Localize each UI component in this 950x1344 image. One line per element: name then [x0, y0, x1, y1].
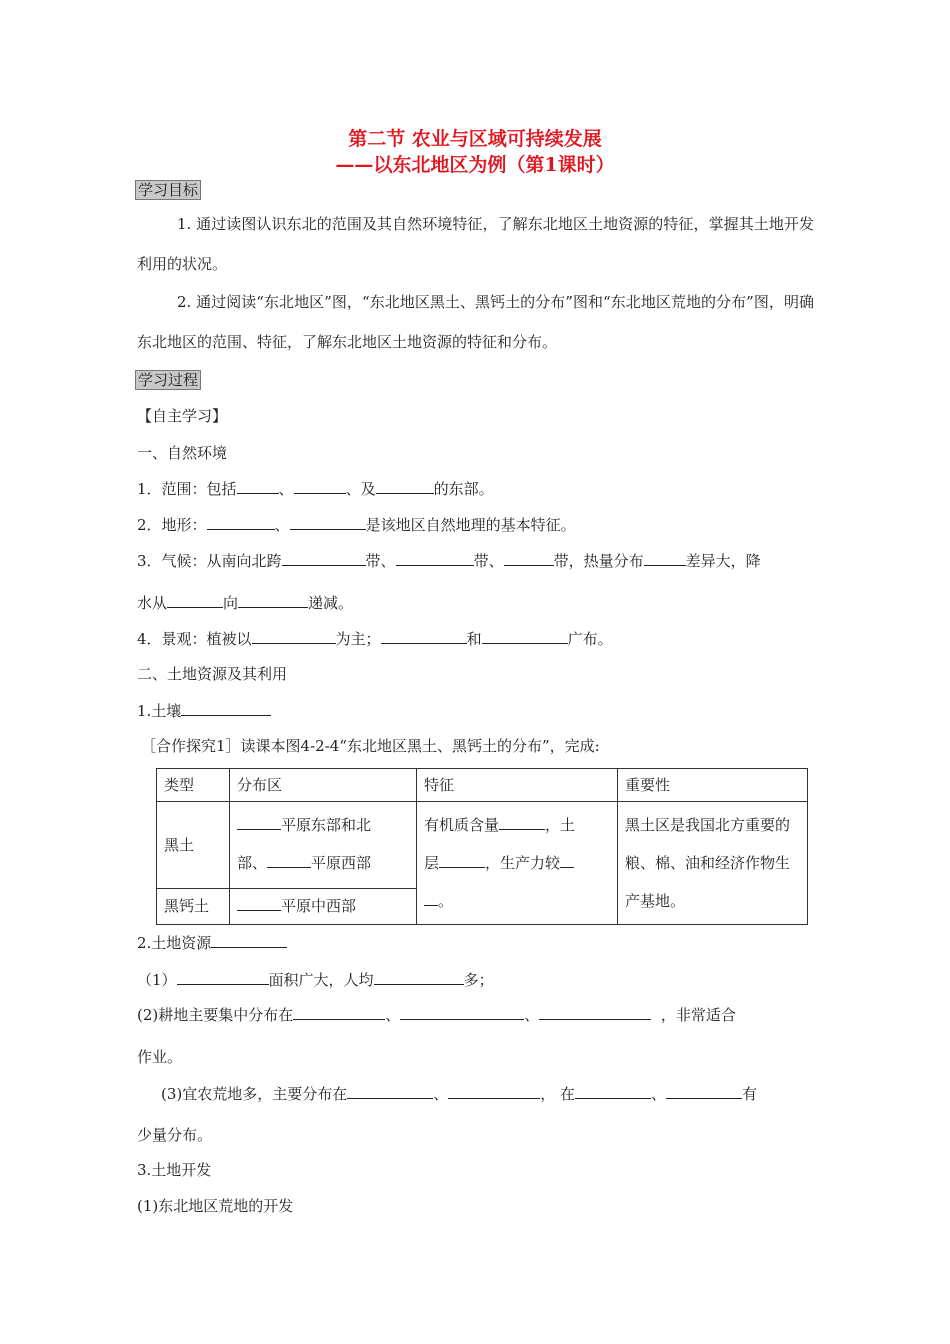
land-development-heading: 3.土地开发 — [137, 1161, 212, 1179]
question-climate-cont: 水从 向 递减。 — [137, 594, 354, 612]
header-importance: 重要性 — [618, 769, 808, 802]
row2-distribution: 平原中西部 — [230, 889, 417, 925]
land-point-3-cont: 少量分布。 — [137, 1126, 213, 1144]
cooperative-inquiry: ［合作探究1］读课本图4-2-4“东北地区黑土、黑钙土的分布”，完成: — [141, 737, 600, 755]
land-point-3: (3)宜农荒地多，主要分布在 、 ， 在 、 有 — [161, 1085, 758, 1103]
land-point-1: （1） 面积广大，人均 多； — [137, 971, 494, 989]
row1-distribution: 平原东部和北 部、 平原西部 — [230, 802, 417, 889]
section-land-resources: 二、土地资源及其利用 — [137, 665, 288, 683]
table-header-row — [157, 769, 808, 802]
self-study-heading: 【自主学习】 — [137, 407, 228, 425]
importance-cell: 黑土区是我国北方重要的粮、棉、油和经济作物生产基地。 — [618, 802, 808, 925]
table-row — [157, 802, 808, 889]
soil-table — [156, 768, 808, 925]
soil-heading: 1.土壤 — [137, 700, 271, 721]
objective-1: 1. 通过读图认识东北的范围及其自然环境特征，了解东北地区土地资源的特征，掌握其土地开发利用的状况。 — [137, 215, 814, 273]
land-resources-heading: 2.土地资源 — [137, 932, 287, 953]
objectives-label: 学习目标 — [135, 180, 201, 200]
row2-type: 黑钙土 — [157, 889, 230, 925]
objective-2: 2. 通过阅读“东北地区”图，“东北地区黑土、黑钙土的分布”图和“东北地区荒地的分布”图，明确东北地区的范围、特征，了解东北地区土地资源的特征和分布。 — [137, 293, 814, 351]
page-subtitle: ——以东北地区为例（第1课时） — [335, 154, 615, 176]
row1-type: 黑土 — [157, 802, 230, 889]
header-type: 类型 — [157, 769, 230, 802]
process-label: 学习过程 — [135, 370, 201, 390]
question-climate: 3．气候：从南向北跨 带、 带、 带，热量分布 差异大，降 — [137, 552, 761, 570]
header-distribution: 分布区 — [230, 769, 417, 802]
land-point-2-cont: 作业。 — [137, 1048, 183, 1066]
question-terrain: 2．地形： 、 是该地区自然地理的基本特征。 — [137, 516, 576, 534]
header-feature: 特征 — [417, 769, 618, 802]
section-natural-environment: 一、自然环境 — [137, 444, 228, 462]
page-title: 第二节 农业与区域可持续发展 — [348, 128, 602, 150]
question-range: 1．范围：包括 、 、及 的东部。 — [137, 480, 494, 498]
land-point-2: (2)耕地主要集中分布在 、 、 ，非常适合 — [137, 1006, 736, 1024]
feature-cell: 有机质含量 ，土 层 ，生产力较 。 — [417, 802, 618, 925]
wasteland-development: (1)东北地区荒地的开发 — [137, 1197, 294, 1215]
question-landscape: 4．景观：植被以 为主； 和 广布。 — [137, 630, 613, 648]
